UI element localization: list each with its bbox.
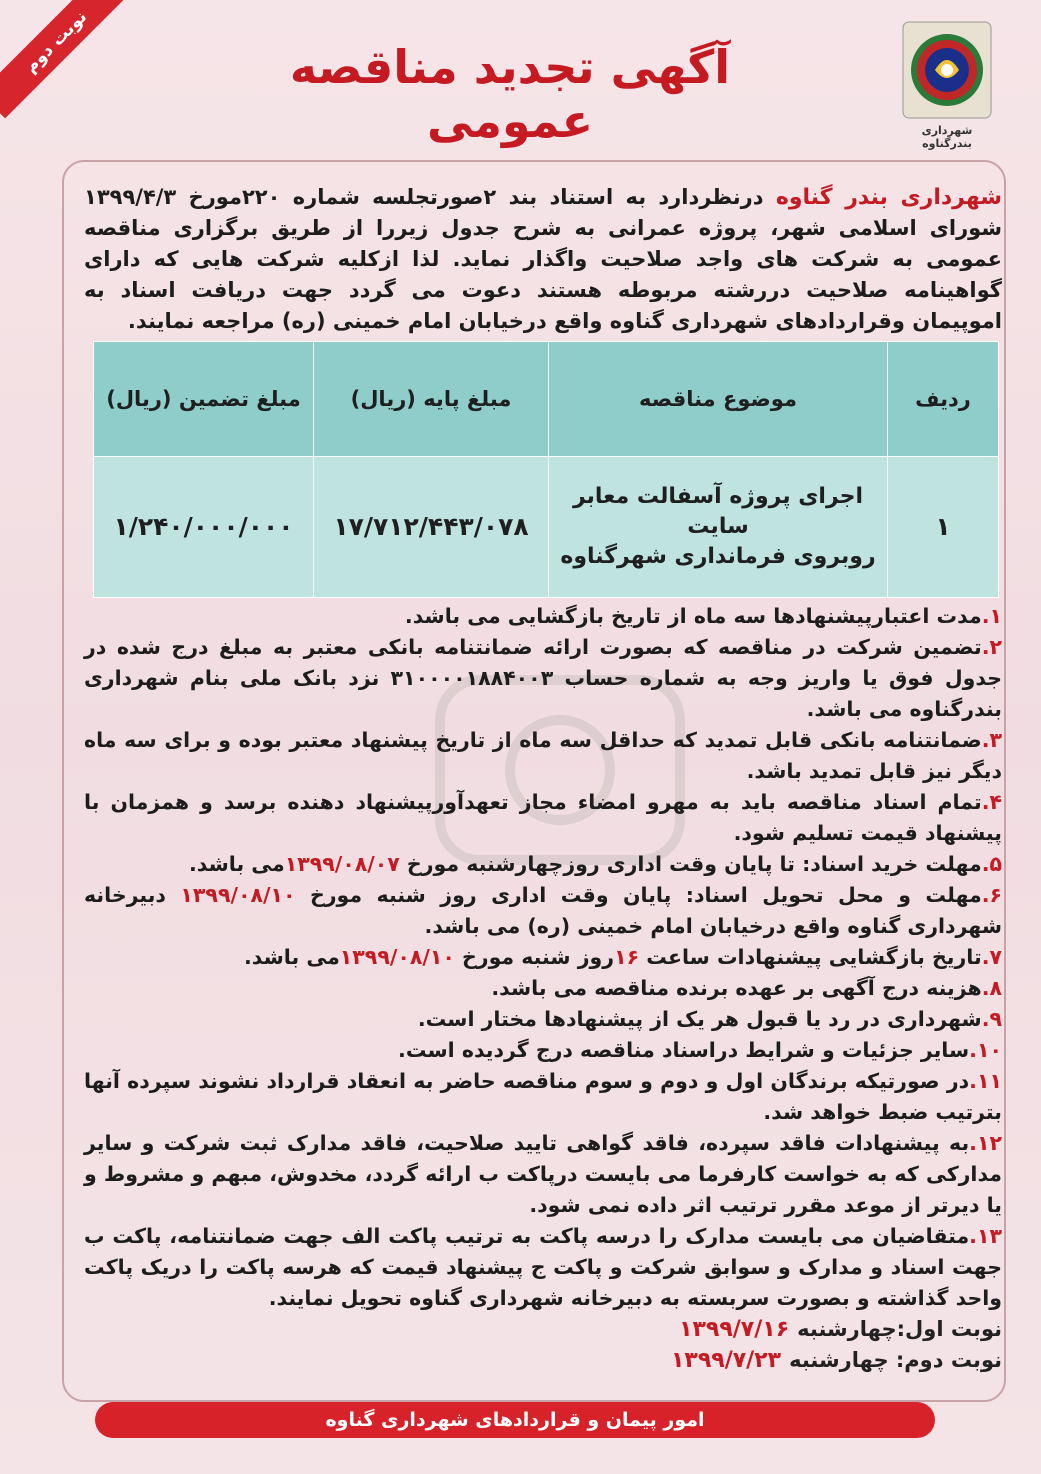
list-item: ۳.ضمانتنامه بانکی قابل تمدید که حداقل سه ماه از تاریخ پیشنهاد معتبر بوده و برای سه ماه دیگر نیز قابل تمدید باشد. (84, 728, 1002, 783)
list-item: ۱۰.سایر جزئیات و شرایط دراسناد مناقصه درج گردیده است. (398, 1038, 1002, 1062)
row-number: ۱ (888, 457, 999, 598)
municipality-logo-icon (901, 20, 993, 120)
intro-paragraph (84, 182, 1002, 337)
footer-bar: امور پیمان و قراردادهای شهرداری گناوه (95, 1402, 935, 1438)
list-item: ۹.شهرداری در رد یا قبول هر یک از پیشنهادها مختار است. (417, 1007, 1002, 1031)
list-item: ۱.مدت اعتبارپیشنهادها سه ماه از تاریخ بازگشایی می باشد. (404, 604, 1002, 628)
first-turn: نوبت اول:چهارشنبه۱۳۹۹/۷/۱۶ (679, 1317, 1002, 1342)
header-base-amount: مبلغ پایه (ریال) (314, 342, 549, 457)
organization-name: شهرداری بندر گناوه (775, 185, 1002, 210)
header-guarantee-amount: مبلغ تضمین (ریال) (94, 342, 314, 457)
row-base-amount: ۱۷/۷۱۲/۴۴۳/۰۷۸ (314, 457, 549, 598)
header-subject: موضوع مناقصه (549, 342, 888, 457)
list-item: ۶.مهلت و محل تحویل اسناد: پایان وقت اداری روز شنبه مورخ ۱۳۹۹/۰۸/۱۰ دبیرخانه شهرداری گناوه واقع درخیابان امام خمینی (ره) می باشد. (84, 883, 1003, 938)
header-row-number: ردیف (888, 342, 999, 457)
row-guarantee-amount: ۱/۲۴۰/۰۰۰/۰۰۰ (94, 457, 314, 598)
subject-line-2: روبروی فرمانداری شهرگناوه (560, 544, 876, 569)
table-row (94, 457, 999, 598)
second-turn-ribbon: نوبت دوم (0, 0, 132, 118)
tender-table (93, 341, 999, 598)
page-title: آگهی تجدید مناقصه عمومی (289, 40, 731, 148)
logo-caption: شهرداری بندرگناوه (921, 124, 973, 150)
intro-text: درنظردارد به استناد بند ۲صورتجلسه شماره ۲۲۰مورخ ۱۳۹۹/۴/۳ شورای اسلامی شهر، پروژه عمرانی به شرح جدول زیررا از طریق برگزاری مناقصه عمومی به شرکت های واجد صلاحیت واگذار نماید. لذا ازکلیه شرکت هایی که دارای گواهینامه صلاحیت دررشته مربوطه هستند دعوت می گردد جهت دریافت اسناد به اموپیمان وقراردادهای شهرداری گناوه واقع درخیابان امام خمینی (ره) مراجعه نمایند. (84, 185, 1002, 333)
list-item: ۷.تاریخ بازگشایی پیشنهادات ساعت ۱۶روز شنبه مورخ ۱۳۹۹/۰۸/۱۰می باشد. (244, 945, 1002, 969)
list-item: ۲.تضمین شرکت در مناقصه که بصورت ارائه ضمانتنامه بانکی معتبر به مبلغ درج شده در جدول فوق یا واریز وجه به شماره حساب ۳۱۰۰۰۰۱۸۸۴۰۰۳ نزد بانک ملی بنام شهرداری بندرگناوه می باشد. (84, 635, 1002, 721)
list-item: ۸.هزینه درج آگهی بر عهده برنده مناقصه می باشد. (491, 976, 1002, 1000)
conditions-list (84, 601, 1002, 1314)
list-item: ۱۲.به پیشنهادات فاقد سپرده، فاقد گواهی تایید صلاحیت، فاقد مدارک ثبت شرکت و سایر مدارکی که به خواست کارفرما می بایست درپاکت ب ارائه گردد، مخدوش، مبهم و مشروط و یا دیرتر از موعد مقرر ترتیب اثر داده نمی شود. (84, 1131, 1002, 1217)
subject-line-1: اجرای پروژه آسفالت معابر سایت (572, 484, 864, 539)
second-turn: نوبت دوم: چهارشنبه۱۳۹۹/۷/۲۳ (671, 1348, 1002, 1373)
row-subject (549, 457, 888, 598)
list-item: ۴.تمام اسناد مناقصه باید به مهرو امضاء مجاز تعهدآورپیشنهاد دهنده برسد و همزمان با پیشنهاد قیمت تسلیم شود. (84, 790, 1002, 845)
list-item: ۱۱.در صورتیکه برندگان اول و دوم و سوم مناقصه حاضر به انعقاد قرارداد نشوند سپرده آنها بترتیب ضبط خواهد شد. (84, 1069, 1002, 1124)
list-item: ۵.مهلت خرید اسناد: تا پایان وقت اداری روزچهارشنبه مورخ ۱۳۹۹/۰۸/۰۷می باشد. (188, 852, 1002, 876)
list-item: ۱۳.متقاضیان می بایست مدارک را درسه پاکت به ترتیب پاکت الف جهت ضمانتنامه، پاکت ب جهت اسناد و مدارک و سوابق شرکت و پاکت ج پیشنهاد قیمت که هرسه پاکت را دریک پاکت واحد گذاشته و بصورت سربسته به دبیرخانه شهرداری گناوه تحویل نمایند. (84, 1224, 1002, 1310)
publication-turns (600, 1314, 1002, 1376)
